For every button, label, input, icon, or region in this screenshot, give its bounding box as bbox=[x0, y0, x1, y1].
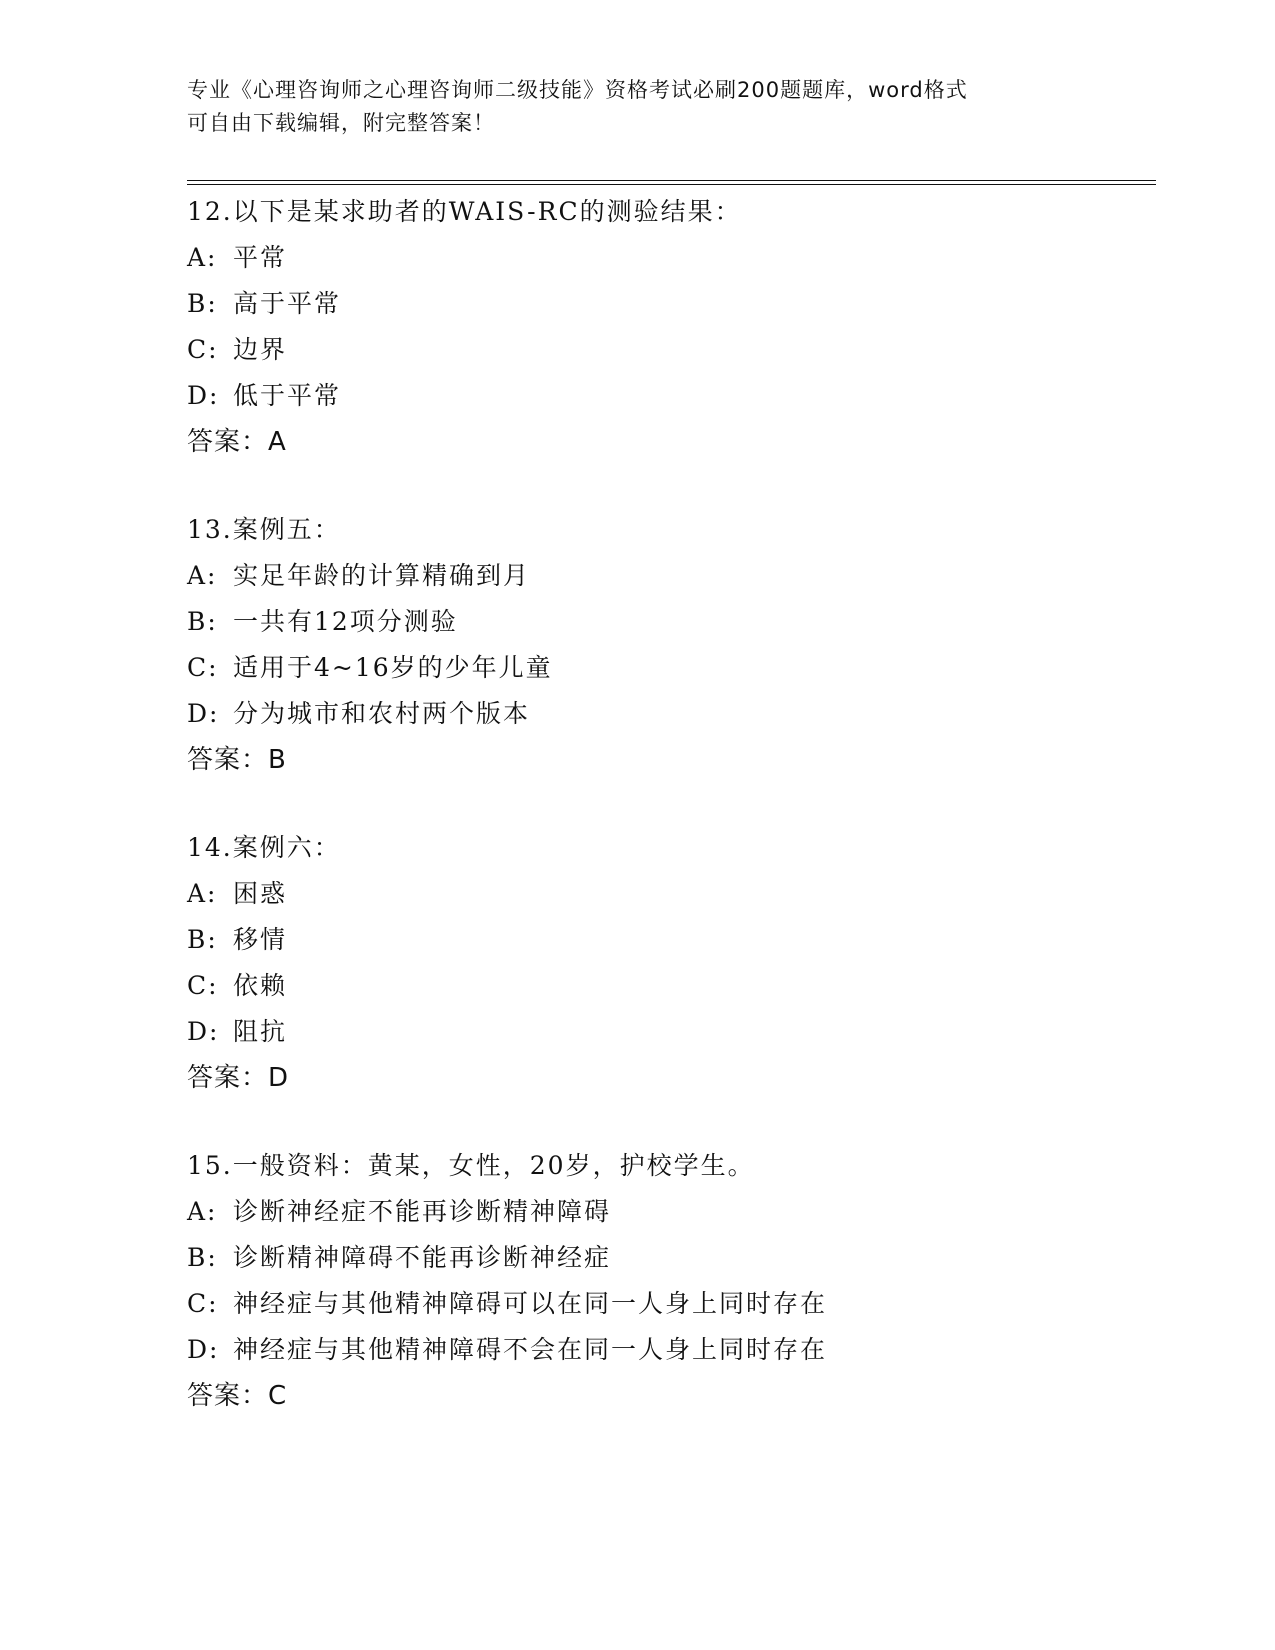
question-13 bbox=[187, 507, 1147, 783]
option-letter: C: bbox=[187, 653, 219, 682]
header-line-1: 专业《心理咨询师之心理咨询师二级技能》资格考试必刷200题题库，word格式 bbox=[187, 78, 968, 102]
option-b bbox=[187, 599, 1147, 645]
option-letter: B: bbox=[187, 925, 218, 954]
question-list bbox=[187, 189, 1147, 1461]
option-letter: C: bbox=[187, 1289, 219, 1318]
option-text: 低于平常 bbox=[233, 381, 342, 410]
question-stem: 13.案例五： bbox=[187, 515, 341, 544]
option-c bbox=[187, 327, 1147, 373]
option-a bbox=[187, 1189, 1147, 1235]
question-15 bbox=[187, 1143, 1147, 1419]
option-a bbox=[187, 235, 1147, 281]
option-b bbox=[187, 1235, 1147, 1281]
option-text: 神经症与其他精神障碍不会在同一人身上同时存在 bbox=[233, 1335, 828, 1364]
header-line-2: 可自由下载编辑，附完整答案！ bbox=[187, 111, 495, 135]
option-text: 神经症与其他精神障碍可以在同一人身上同时存在 bbox=[233, 1289, 828, 1318]
option-text: 移情 bbox=[233, 925, 288, 954]
option-letter: D: bbox=[187, 381, 220, 410]
option-text: 高于平常 bbox=[233, 289, 342, 318]
option-a bbox=[187, 553, 1147, 599]
option-text: 平常 bbox=[233, 243, 288, 272]
option-letter: D: bbox=[187, 699, 220, 728]
option-letter: C: bbox=[187, 335, 219, 364]
option-d bbox=[187, 373, 1147, 419]
option-letter: D: bbox=[187, 1017, 220, 1046]
option-c bbox=[187, 645, 1147, 691]
option-text: 困惑 bbox=[233, 879, 288, 908]
document-header bbox=[187, 74, 1087, 140]
option-c bbox=[187, 1281, 1147, 1327]
option-letter: D: bbox=[187, 1335, 220, 1364]
option-text: 阻抗 bbox=[233, 1017, 288, 1046]
question-12 bbox=[187, 189, 1147, 465]
option-text: 诊断精神障碍不能再诊断神经症 bbox=[233, 1243, 612, 1272]
option-letter: A: bbox=[187, 243, 218, 272]
option-letter: B: bbox=[187, 1243, 218, 1272]
option-b bbox=[187, 281, 1147, 327]
option-text: 诊断神经症不能再诊断精神障碍 bbox=[233, 1197, 612, 1226]
option-letter: C: bbox=[187, 971, 219, 1000]
option-letter: B: bbox=[187, 289, 218, 318]
option-c bbox=[187, 963, 1147, 1009]
option-d bbox=[187, 1327, 1147, 1373]
option-letter: B: bbox=[187, 607, 218, 636]
option-a bbox=[187, 871, 1147, 917]
answer-line: 答案：D bbox=[187, 1063, 290, 1093]
option-text: 一共有12项分测验 bbox=[233, 607, 458, 636]
answer-line: 答案：C bbox=[187, 1381, 288, 1411]
header-divider-bottom bbox=[187, 184, 1156, 185]
answer-line: 答案：A bbox=[187, 427, 287, 457]
question-stem: 15.一般资料：黄某，女性，20岁，护校学生。 bbox=[187, 1151, 755, 1180]
header-divider-top bbox=[187, 180, 1156, 181]
question-stem: 12.以下是某求助者的WAIS-RC的测验结果： bbox=[187, 197, 742, 226]
option-d bbox=[187, 691, 1147, 737]
option-text: 依赖 bbox=[233, 971, 288, 1000]
option-text: 分为城市和农村两个版本 bbox=[233, 699, 531, 728]
option-text: 实足年龄的计算精确到月 bbox=[233, 561, 531, 590]
option-letter: A: bbox=[187, 1197, 218, 1226]
answer-line: 答案：B bbox=[187, 745, 287, 775]
question-stem: 14.案例六： bbox=[187, 833, 341, 862]
option-letter: A: bbox=[187, 561, 218, 590]
option-d bbox=[187, 1009, 1147, 1055]
question-14 bbox=[187, 825, 1147, 1101]
option-letter: A: bbox=[187, 879, 218, 908]
option-text: 边界 bbox=[233, 335, 288, 364]
option-text: 适用于4~16岁的少年儿童 bbox=[233, 653, 553, 682]
option-b bbox=[187, 917, 1147, 963]
